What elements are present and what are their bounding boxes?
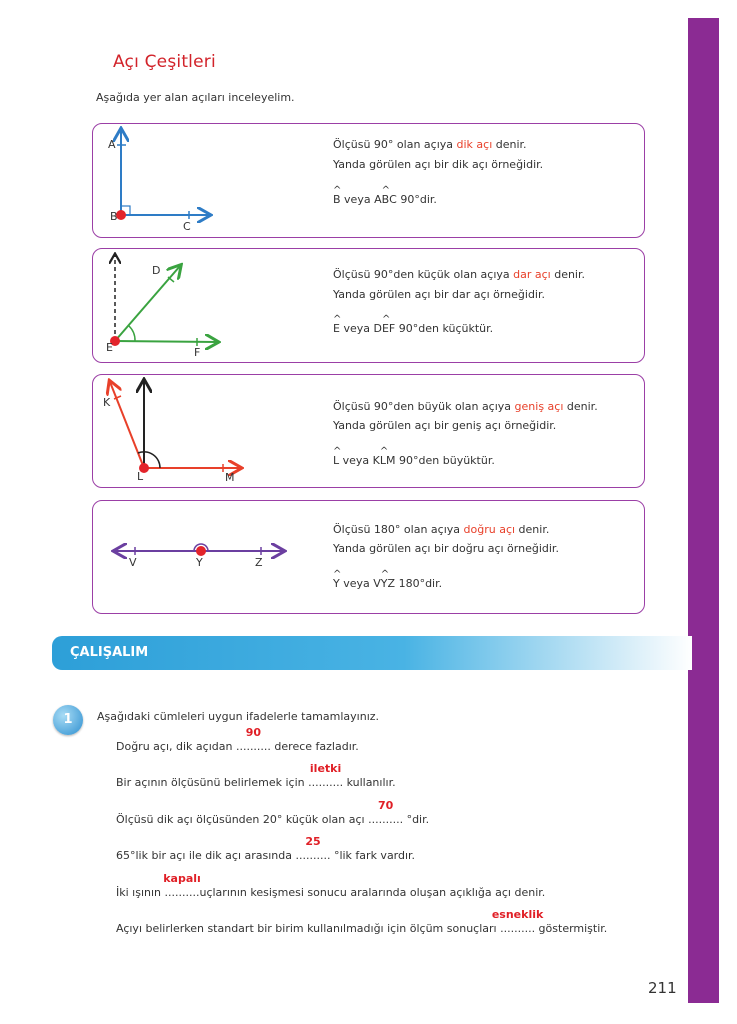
answer-blank: .......... esneklik xyxy=(491,908,544,935)
sentence-3: Ölçüsü dik açı ölçüsünden 20° küçük olan açı .......... 70 °dir. xyxy=(116,799,430,826)
sentence-4: 65°lik bir açı ile dik açı arasında .......... 25 °lik fark vardır. xyxy=(116,835,416,862)
point-label: B xyxy=(110,210,118,223)
right-angle-box xyxy=(92,123,645,238)
answer-blank: .......... 70 xyxy=(368,799,404,826)
section-banner xyxy=(52,636,692,670)
sentence-5: İki ışının .......... kapalı uçlarının kesişmesi sonucu aralarında oluşan açıklığa açı denir. xyxy=(116,872,546,899)
answer-text: 70 xyxy=(377,799,394,812)
question-text: Aşağıdaki cümleleri uygun ifadelerle tamamlayınız. xyxy=(97,710,380,723)
straight-angle-box xyxy=(92,500,645,614)
answer-text: kapalı xyxy=(163,872,201,885)
example-line: Yanda görülen açı bir geniş açı örneğidir. xyxy=(333,419,557,432)
point-label: C xyxy=(183,220,191,233)
definition-line: Ölçüsü 90° olan açıya dik açı denir. xyxy=(333,138,527,151)
answer-blank: .......... kapalı xyxy=(163,872,201,899)
acute-angle-box xyxy=(92,248,645,363)
point-label: L xyxy=(137,470,144,483)
sentence-1: Doğru açı, dik açıdan .......... 90 derece fazladır. xyxy=(116,726,359,753)
section-title: ÇALIŞALIM xyxy=(70,645,149,660)
point-label: Y xyxy=(196,556,203,569)
example-line: Yanda görülen açı bir doğru açı örneğidir. xyxy=(333,542,559,555)
obtuse-angle-box xyxy=(92,374,645,488)
answer-text: iletki xyxy=(309,762,342,775)
intro-text: Aşağıda yer alan açıları inceleyelim. xyxy=(96,91,295,104)
sentence-2: Bir açının ölçüsünü belirlemek için .......... iletki kullanılır. xyxy=(116,762,396,789)
notation-line: ^ E veya D^ EF 90°den küçüktür. xyxy=(333,319,493,339)
page-number: 211 xyxy=(648,979,677,997)
notation-line: ^ Y veya V^ YZ 180°dir. xyxy=(333,574,442,594)
definition-line: Ölçüsü 180° olan açıya doğru açı denir. xyxy=(333,523,550,536)
point-label: V xyxy=(129,556,137,569)
point-label: K xyxy=(103,396,111,409)
point-label: A xyxy=(108,138,116,151)
right-angle-figure xyxy=(93,124,333,236)
side-bar xyxy=(688,18,719,1003)
answer-text: esneklik xyxy=(491,908,544,921)
acute-angle-figure xyxy=(93,249,333,361)
definition-line: Ölçüsü 90°den küçük olan açıya dar açı denir. xyxy=(333,268,586,281)
answer-text: 90 xyxy=(245,726,262,739)
page-title: Açı Çeşitleri xyxy=(113,52,216,72)
answer-blank: .......... 90 xyxy=(235,726,271,753)
point-label: M xyxy=(225,471,235,484)
answer-text: 25 xyxy=(305,835,321,848)
obtuse-angle-figure xyxy=(93,375,333,487)
example-line: Yanda görülen açı bir dar açı örneğidir. xyxy=(333,288,546,301)
answer-blank: .......... iletki xyxy=(308,762,344,789)
point-label: F xyxy=(194,346,201,359)
point-label: D xyxy=(152,264,161,277)
answer-blank: .......... 25 xyxy=(295,835,331,862)
point-label: E xyxy=(106,341,113,354)
sentence-6: Açıyı belirlerken standart bir birim kullanılmadığı için ölçüm sonuçları .......... esneklik göstermiştir. xyxy=(116,908,608,935)
question-number-badge: 1 xyxy=(53,705,83,735)
definition-line: Ölçüsü 90°den büyük olan açıya geniş açı denir. xyxy=(333,400,598,413)
notation-line: ^ L veya K^ LM 90°den büyüktür. xyxy=(333,451,495,471)
notation-line: ^ B veya A^ BC 90°dir. xyxy=(333,190,437,210)
example-line: Yanda görülen açı bir dik açı örneğidir. xyxy=(333,158,544,171)
point-label: Z xyxy=(255,556,263,569)
